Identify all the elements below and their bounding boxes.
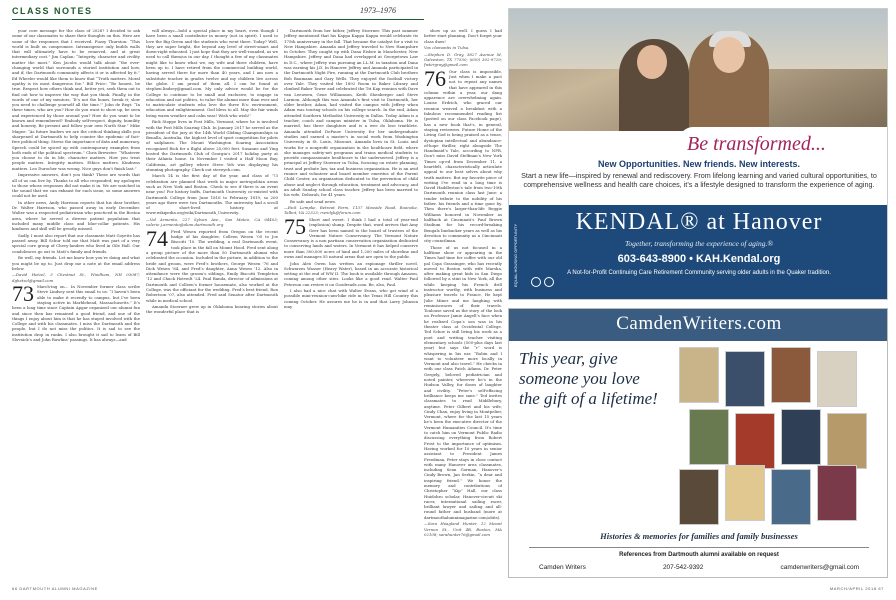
kendal-contact: 603-643-8900 • KAH.Kendal.org — [617, 253, 781, 265]
book-cover — [781, 409, 821, 465]
paragraph: Be well, my friends. Let me know how you’re doing and what you might be up to. Just drop me a note at the email address below. — [12, 255, 140, 271]
paragraph: Our class is impossible, Just when I make a pact not to repeat any names that have appeared in this column within a year, our dang apparence are overwhelming again. Louise Erdrich, who graced our reunion weaved a breakfast with a fabulous recommended reading list (posted on our class Facebook page), has a new book that’s, in general, staying reviewers. Future Home of the Living God is being praised as a tense, dystopian intellectual and abundance-of-hope thriller, right alongside The Handmaid’s Tale, according to NPR. Don’t miss David Stelfman’s New York Times op-ed from December 11, a heartfelt, characteristically articulate appeal to our best selves about why truth matters. But my favorite piece of writing I’ve read in a long time is David Haddleston’s tale from two-10th Dartmouth reunion class last June: a tender tribute to the nobility of his father, his friends and a time gone by. Then there’s larger-than-life Reggie Williams honored in November as halfback at Cincinnati’s Paul Brown Stadium for his record-breaking Bengals linebacker years as well as his devotion to community as a Cincinnati city councilman. — [424, 68, 502, 244]
book-cover — [771, 347, 811, 403]
byline: —Val Armento, 227 Sylvan Ave., San Mateo, CA 94403; valerie.j.armento@alum.dartmouth.org — [146, 216, 278, 228]
equal-housing-label: EQUAL HOUSING OPPORTUNITY — [513, 223, 518, 287]
camden-subline: Histories & memories for families and family businesses — [600, 531, 798, 541]
divider — [529, 547, 869, 548]
camden-title: CamdenWriters.com — [616, 313, 782, 334]
book-cover — [817, 465, 857, 521]
ad-tagline-box — [679, 127, 888, 157]
paragraph: Those of us not focused in a halftime show or appearing in the Times had time for coffee with our old pal Copa Grassinger, who has recently moved to Boston with wife Marsha, after making great kids in San Diego followed by a stint in New York, all the while keeping his French drill instructor worthy, with business and pleasure travels to France. He kept Julie Miner and me laughing with reminiscences of their travels. Toulouse saved as the story of the look on Professor Jamie Angell’s face when he realized Copa’s son was in his theater class at Occidental College. Ted Schoe is still living his work as a poet and writing teacher visiting elementary schools (500-plus days last year) but says the “r” word is whispering in his ear. “Robin and I want to volunteer more locally in Vermont and also travel.” He checks in with our class Patch Adams, Dr. Peter Gergely, beloved pediatrician and noted painter, wherever he’s in the Hudson Valley, for doses of laughter and civility. “Peter’s self-effacing brilliance keeps me sane.” Ted invites classmates to read Middlebury, anytime. Peter Gilbert and his wife, Cindy Chan, enjoy living in Montpelier, Vermont, where for the last 15 years he’s been the executive director of the Vermont Humanities Council. It’s time to catch him on Vermont Public Radio discussing everything from Robert Frost to the importance of optimism. Having worked for 10 years in senior assistant to President James Freedman, Peter stays in close contact with many Hanover area classmates, including Sean Gorman, Hanover’s Cindy Brown, Jan Serkin, “a dear and inspiring friend.” We honor the memory and contributions of Christopher “Kip” Hall, our class Huidobro scholar, Hanover-circuit ski racer, international sailing racer, brilliant lawyer and sailing and all-round father and husband (more at dartmouthalumnimagazine.com/obits). — [424, 244, 502, 520]
camden-tagline: This year, give someone you love the gift of a lifetime! — [519, 349, 658, 408]
paragraph: Impressive answers, don’t you think? These are words that all of us can live by. Thanks to all who responded; my apologies to those whose responses did not make it in. We are watched in the sound that we can exhaust for each issue, so some answers could not be used. — [12, 172, 140, 199]
book-cover — [725, 465, 765, 521]
class-number: 76 — [424, 65, 446, 91]
paragraph: your core message for the class of 2028? I decided to ask some of our classmates to share their thoughts on this. Here are some of the responses that I received. Fuzzy Thurston: “This world is built on compromise. Intransigence only builds walls that will ultimately have to be removed, and at great intermediary cost.” Jim Caplan: “Integrity, character and civility matter the most.” Ken Jacobs would talk about “the ever-changing world that surrounds a storied institution and how, and if, the Dartmouth community affects it or is affected by it.” Ed Wheeler would like them to know that “Truth matters. Moral apathy is its most dangerous foe.” Bill Price: “Be honest, be true. Respect how others think and, better yet, seek them out to find out how to improve the way that you think. Finally, in the words of one of my mentors, ‘It’s not the boxes, break it; slow you need to challenge yourself all the time.’” John de Regt: “In these times, who are you? How do you want to show up, be seen and experienced by those around you? How do you want to be known and remembered? Embody self-respect, dignity, humility and honesty. Be present and follow your own North Star.” Mike Magee: “As future leaders we are the critical thinking skills you sharpened at Dartmouth to help counter the epidemic of fact-free political thing. Stress the importance of data and numeracy. Speech could be spiced up with contemporary examples from both ends of the political spectrum.” Chris Brewster: “Whatever you choose to do in life, character matters. How you treat people matters. Integrity matters. Ethics matters. Kindness matters. Leo Durocher was wrong. Nice guys don’t finish last.” — [12, 28, 140, 171]
paragraph: show up as well. I guess I had better start planning. Don’t forget your class dues! — [424, 28, 502, 44]
camden-references: References from Dartmouth alumni available on request — [619, 552, 779, 558]
paragraph: Fred Wesen reported from Oregon on the recent badge of his daughter, Colleen Wesen ’05 to Joe Biscotti ’10. The wedding, a real Dartmouth event, took place in the fall on Mount Hood. Fred sent along a group picture of the more than 50 Dartmouth alumni who celebrated the occasion. Included in the picture, in addition to the bride and groom, were Fred’s brothers, George Wesen ’76 and Dick Wesen ’84, and Fred’s daughter, Anna Wesen ’12. Also in attendance were the groom’s siblings, Emily Biscotti Templeton ’12 and Chuck Hotvedt ’24. Paul Banda, director of admissions at Dartmouth and Colleen’s former housemate, also worked at the College, was the officiant for the wedding. Fred’s best friend, Ron Robertson ’07, also attended. Fred said Senator after Dartmouth while in medical school. — [146, 228, 278, 303]
column-4 — [424, 28, 502, 580]
ad-subhead: New Opportunities. New friends. New interests. — [597, 159, 801, 169]
contact-phone: 207-542-9392 — [662, 564, 704, 571]
column-2 — [146, 28, 278, 580]
paragraph: John Alex Owen has written an espionage thriller novel, Schwarzes Wasser (Heavy Water), based in an accurate historical setting at the end of WW II. The book is available through Amazon, coming among other sites. Looks like a good read. Walter Paul Peterson can review it on Goodreads.com. Be, also, Paul. — [284, 260, 418, 287]
paragraph: Be safe and send news. — [290, 198, 337, 204]
book-cover — [689, 409, 729, 465]
book-cover — [679, 347, 719, 403]
paragraph: Amanda Stoerner grew up in Oklahoma hearing stories about the wonderful place that is — [146, 304, 278, 315]
column-1 — [12, 28, 140, 580]
book-covers — [679, 347, 879, 523]
paragraph: Rick Stoppe lives in Post Mills, Vermont, where he is involved with the Post Mills Soaring Club. In January 2017 he served as the president of the jury at the 14th World Gliding Championships in Benalla, Australia, the highest level of sport competition for pilots of sailplanes. The Mount Washington Soaring Association recognized Rick for a flight above 25,000 feet. Susanne and Ying hosted the Dartmouth Club of Georgia’s 2017 holiday party at their Atlanta home. In November I visited a Half Moon Bay, California, art gallery where Steve Yeh was displaying his stunning photography. Check out steveyeh.com. — [146, 119, 278, 172]
contact-name: Camden Writers — [539, 564, 586, 571]
housing-icon — [531, 277, 541, 287]
accessibility-icon — [544, 277, 554, 287]
motto: Vox clamantis in Tulsa. — [424, 45, 470, 51]
class-number: 74 — [146, 225, 168, 251]
page-footer — [12, 584, 884, 594]
ad-photo — [509, 9, 888, 131]
camden-contact — [539, 564, 859, 571]
book-cover — [817, 351, 857, 407]
footer-right: MARCH/APRIL 2018 67 — [829, 586, 884, 591]
ad-tagline: Be transformed... — [687, 133, 826, 155]
class-years: 1973–1976 — [360, 6, 396, 15]
section-title: CLASS NOTES — [12, 6, 93, 16]
kendal-logo: KENDAL® at Hanover — [575, 209, 823, 235]
book-cover — [771, 469, 811, 525]
paragraph: will always—hold a special place in my heart, even though I have been a small contributor in money (not in spirit). I used to love the Big Green and the students who went there. Today? Well, they are super bright, the beyond any level of street-smart and down-right educated. I just hope that they are well-rounded, as we used to call them/us in our day. I thought a few of my classmates might like to know what we, my wife and three children, have been up to. I have retired from the commercial building world, having served there for more than 40 years, and I am now a substitute teacher in grades twelve and my children live across the globe. I am proud of them all. I can be found at stephen.lindsey@gmail.com. My only advice would be for the College to continue to be small and exclusive, to engage in education and not politics, to value the alumni more than ever and to matriculate students who love the three R’s: environment, education and enlightenment. God bless to all. May the fair winds bring warm weather and calm seas! Wish who wish!” — [146, 28, 278, 118]
paragraph: I also had a nice chat with Walter Evans, who got wind of a possible mini-reunion-cum-bike ride in the Texas Hill Country this coming October. He assures me he is in and that Larry Johnson may — [284, 288, 418, 310]
ad-body: Start a new life—inspired by renewal and rediscovery. From lifelong learning and varied cultural opportunities, to comprehensive wellness and health care choices, it’s a lifestyle designed to transform the experience of aging. — [521, 171, 877, 189]
class-number: 75 — [284, 213, 306, 239]
paragraph: March 14 is the first day of the year, and class of ’73 celebration are planned that week in major metropolitan areas such as New York and Boston. Check to see if there is an event near you! For history buffs, Dartmouth University co-existed with Dartmouth College from June 1816 to February 1819, so 200 years ago there were two Dartmouths. The university had a scroll of short-lived history, at www.wikipedia.org/wiki/Dartmouth_University. — [146, 173, 278, 216]
book-cover — [679, 469, 719, 525]
kendal-tagline: Together, transforming the experience of aging.® — [624, 239, 774, 248]
book-cover — [827, 413, 867, 469]
kendal-advertisement — [508, 8, 888, 300]
byline: —Stephen D. Gray, 3827 Avenue M, Galveston, TX 77550; (650) 302-9729; fwtergray@gmail.com — [424, 51, 502, 68]
contact-email: camdenwriters@gmail.com — [780, 564, 859, 571]
book-cover — [735, 413, 775, 469]
camden-writers-advertisement — [508, 308, 888, 578]
header-rule — [12, 19, 424, 20]
paragraph: In other news, Andy Harrison reports that his dear brother, Dr. Walter Harrison, who passed away in early December. Walter was a respected pediatrician who practiced in the Boston area, where he served a diverse patient population that included many middle class and blue-collar patients. His kindness and skill will be greatly missed. — [12, 199, 140, 232]
paragraph: Dartmouth from her father, Jeffrey Stoerner. This past summer Jeffrey mentioned that his Kappa Kappa Kappa would celebrate its 175th anniversary in the fall. That became the catalyst for a visit to New Hampshire. Amanda and Jeffrey traveled to New Hampshire in October. They caught up with Dana Eisbee in Manchester, New Hampshire. Jeffrey and Dana had overlapped at Georgetown Law in D.C., where Jeffrey was pursuing an LL.M. in taxation and Dana was earning his J.D. In Hanover Jeffrey and Amanda participated in the Dartmouth Night Fire, running at the Dartmouth Club brothers Bob Baumann and Gary Wells. They enjoyed the football victory over Yale. They visited the 1892 Room in Baker Library and climbed Baker Tower and celebrated the Tri Kap reunion with Dave van Leeuwen, Gene Williamson, Keith Shenberger and Steve Larmon. Although this was Amanda’s first visit to Dartmouth, her older brother, Adam, had visited the campus with Jeffrey when Adam was touring schools on his college search. In the end, Adam attended Southern Methodist University in Dallas. Today Adam is a teacher, coach and campus minister in Tulsa, Oklahoma. He is married, has three daughters and is a wee do lose triathlete. Amanda attended DePauw University for her undergraduate studies and earned a master’s in social work from Washington University in St. Louis, Missouri. Amanda lives in St. Louis and works for a nonprofit organization in the healthcare field, where she manages safety-net programs and trains medical students to provide compassionate healthcare to the underserved. Jeffrey is a principal at Jeffrey Stoerner in Tulsa, focusing on estate planning, trust and probate law, tax and business organization. He is an avid runner and volunteer and board member emeritus of the Parent Child Center, an organization dedicated to the prevention of child abuse and neglect through education, treatment and advocacy, and an adult Sunday school class teacher. Jeffrey has been married to his wife, Deborah, for 41 years. — [284, 28, 418, 198]
book-cover — [725, 351, 765, 407]
byline: —Rick Lempke, Retreat Farm, 1137 Mosside Road, Roanoke, Talbot, VA 22323; rwrelyk@forum.com — [284, 205, 418, 216]
byline: —Sara Hoagland Hunter, 12 Mount Vernon St., Unit 4B, Boston, MA 02108; sarahunter76@gmail.com — [424, 521, 502, 537]
accreditation-icons — [531, 277, 571, 295]
class-number: 73 — [12, 281, 34, 307]
kendal-description: A Not-for-Profit Continuing Care Retirement Community serving older adults in the Quaker tradition. — [567, 270, 831, 276]
paragraph: March-ing on… In November former class scribe Steve Lindsey sent this email to us: “I haven’t been able to make it recently to campus, but I’ve been staying active in Marblehead, Massachusetts.” It’s been a long time since Captain Apgar organized our alumni fun and since then has remained a good friend, and one of the things I enjoy about him is that he has stayed involved with the College and with his classmates. I miss the Dartmouth and the people, but I do not miss the politics. It is sad to see the institution drop in ranks. I also brought it sad to learn of Bill Slovnick’s and John Rawlins’ passings. It has always—and — [12, 284, 140, 343]
paragraph: Sadly, I must also report that our classmate Matt Goyette has passed away. Bill Schur told me that Matt was part of a very special core group of Chevy-landers who lived in Gile Hall. Our condolences go out to Matt’s family and friends. — [12, 232, 140, 254]
footer-left: 66 DARTMOUTH ALUMNI MAGAZINE — [12, 586, 98, 591]
paragraph: Short and sweet. I think I had a total of year-end (explosion) slump. Despite that, word arrives that Amy Geer has been named to the board of trustees of the Vermont Nature Conservancy. The Vermont Nature Conservancy is a non partisan conservation organization dedicated to conserving lands and waters. In Vermont it has helped conserve more than 300,000 acres of land and 1,200 miles of shoreline and owns and manages 55 natural areas that are open to the public. — [284, 216, 418, 260]
column-3 — [284, 28, 418, 580]
byline: —David Hetzel, 3 Chestnut St., Windham, NH 03087; dghetzel@gmail.com — [12, 272, 140, 283]
